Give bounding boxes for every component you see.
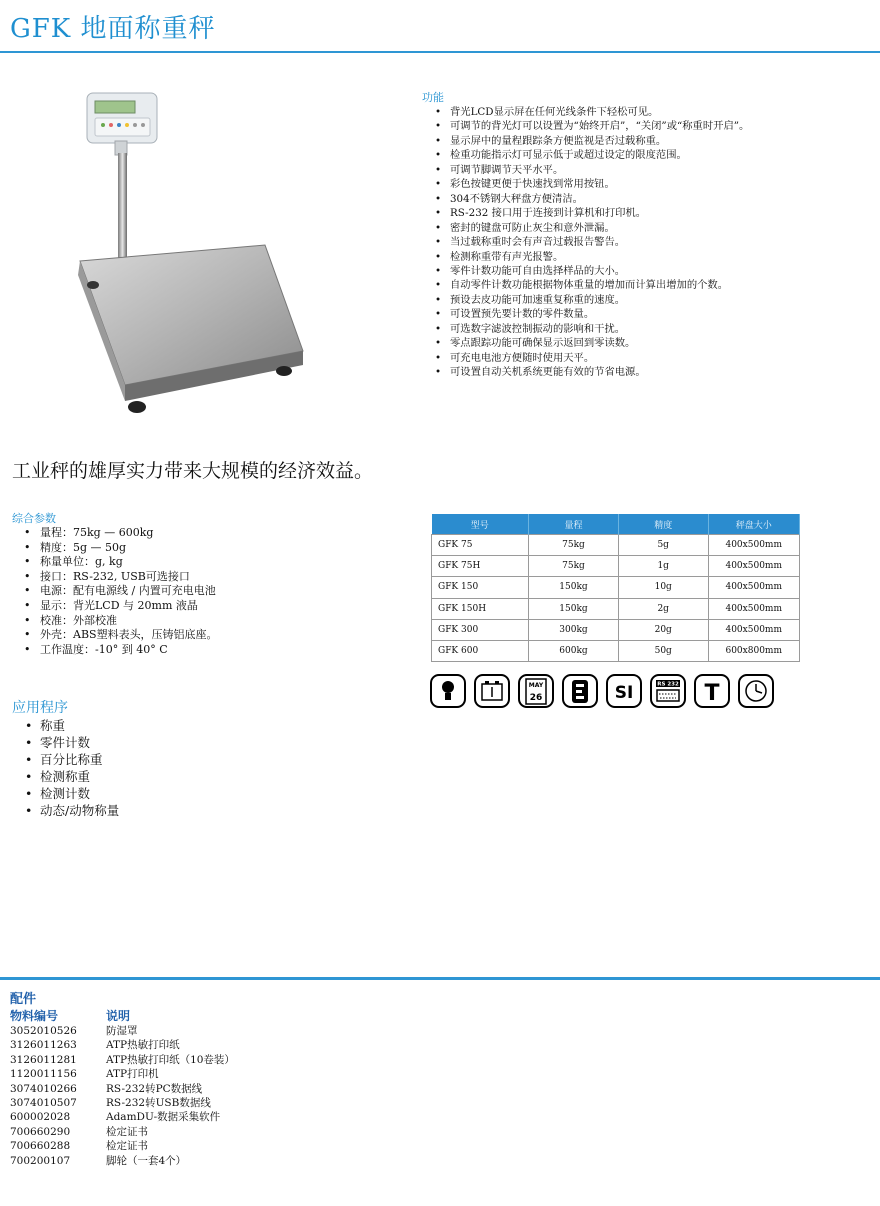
part-number: 3074010507 — [10, 1097, 77, 1110]
table-row — [432, 619, 800, 640]
table-row — [10, 1096, 410, 1110]
part-number: 3126011281 — [10, 1053, 77, 1066]
table-cell: 150kg — [529, 577, 619, 598]
list-item: • RS-232 接口用于连接到计算机和打印机。 — [422, 206, 872, 220]
part-number: 3074010266 — [10, 1082, 77, 1095]
features-section — [422, 91, 872, 380]
calendar-month-text: MAY — [528, 682, 544, 689]
table-row — [432, 535, 800, 556]
list-item: • 零件计数功能可自由选择样品的大小。 — [422, 264, 872, 278]
table-cell: 75kg — [529, 535, 619, 556]
features-list — [422, 105, 872, 380]
list-item: • 可设置自动关机系统更能有效的节省电源。 — [422, 365, 872, 379]
part-number: 3052010526 — [10, 1025, 77, 1037]
part-description: 检定证书 — [106, 1125, 148, 1138]
part-description: ATP热敏打印纸 — [106, 1039, 180, 1052]
list-item: • 可选数字滤波控制振动的影响和干扰。 — [422, 322, 872, 336]
table-cell: 150kg — [529, 598, 619, 619]
table-cell: 600x800mm — [708, 640, 800, 661]
table-row — [10, 1024, 410, 1038]
table-cell: GFK 150 — [432, 577, 529, 598]
table-cell: 2g — [618, 598, 708, 619]
model-table — [431, 514, 800, 662]
list-item: • 检测称重 — [12, 768, 119, 785]
table-cell: 5g — [618, 535, 708, 556]
part-number: 700660290 — [10, 1125, 71, 1138]
list-item: • 当过载称重时会有声音过载报告警告。 — [422, 235, 872, 249]
page-title: GFK 地面称重秤 — [10, 14, 216, 44]
list-item: • 接口：RS-232, USB可选接口 — [12, 570, 412, 585]
slogan: 工业秤的雄厚实力带来大规模的经济效益。 — [12, 460, 374, 482]
list-item: • 检重功能指示灯可显示低于或超过设定的限度范围。 — [422, 148, 872, 162]
specs-section — [12, 512, 412, 657]
table-cell: 50g — [618, 640, 708, 661]
list-item: • 量程：75kg — 600kg — [12, 526, 412, 541]
si-icon — [606, 674, 642, 708]
table-cell: 400x500mm — [708, 598, 800, 619]
list-item: • 精度：5g — 50g — [12, 541, 412, 556]
table-cell: GFK 150H — [432, 598, 529, 619]
column-header: 精度 — [618, 514, 708, 535]
table-row — [10, 1139, 410, 1153]
list-item: • 预设去皮功能可加速重复称重的速度。 — [422, 293, 872, 307]
clock-icon — [738, 674, 774, 708]
table-row — [10, 1110, 410, 1124]
list-item: • 可调节脚调节天平水平。 — [422, 163, 872, 177]
features-heading: 功能 — [422, 91, 444, 104]
list-item: • 自动零件计数功能根据物体重量的增加而计算出增加的个数。 — [422, 278, 872, 292]
part-number: 600002028 — [10, 1111, 71, 1124]
list-item: • 彩色按键更便于快速找到常用按钮。 — [422, 177, 872, 191]
tare-icon — [694, 674, 730, 708]
table-cell: GFK 300 — [432, 619, 529, 640]
accessories-section — [10, 992, 410, 1168]
table-cell: 75kg — [529, 556, 619, 577]
part-number: 700200107 — [10, 1154, 71, 1167]
header-divider — [0, 51, 880, 53]
part-description: RS-232转PC数据线 — [106, 1082, 203, 1095]
table-cell: 300kg — [529, 619, 619, 640]
table-cell: 400x500mm — [708, 619, 800, 640]
list-item: • 百分比称重 — [12, 751, 119, 768]
part-description: ATP打印机 — [106, 1068, 159, 1081]
svg-text:SI: SI — [614, 683, 634, 703]
column-header: 型号 — [432, 514, 529, 535]
applications-list — [12, 717, 119, 819]
feature-icons — [430, 674, 782, 708]
table-cell: GFK 75 — [432, 535, 529, 556]
part-description: 检定证书 — [106, 1140, 148, 1153]
table-cell: GFK 75H — [432, 556, 529, 577]
column-header: 秤盘大小 — [708, 514, 800, 535]
list-item: • 校准：外部校准 — [12, 614, 412, 629]
part-description: 脚轮（一套4个） — [106, 1154, 187, 1167]
specs-list — [12, 526, 412, 657]
table-row — [10, 1082, 410, 1096]
svg-text:T: T — [704, 681, 720, 706]
table-row — [10, 1038, 410, 1052]
column-header: 量程 — [529, 514, 619, 535]
list-item: • 电源：配有电源线 / 内置可充电电池 — [12, 584, 412, 599]
list-item: • 检测计数 — [12, 785, 119, 802]
part-number: 700660288 — [10, 1140, 71, 1153]
table-row — [432, 598, 800, 619]
calendar-icon — [518, 674, 554, 708]
column-header: 说明 — [106, 1009, 131, 1023]
table-cell: GFK 600 — [432, 640, 529, 661]
table-row — [432, 556, 800, 577]
specs-heading: 综合参数 — [12, 512, 56, 525]
table-cell: 10g — [618, 577, 708, 598]
list-item: • 背光LCD显示屏在任何光线条件下轻松可见。 — [422, 105, 872, 119]
list-item: • 外壳：ABS塑料表头，压铸铝底座。 — [12, 628, 412, 643]
accessories-divider — [0, 977, 880, 980]
accessories-header-row — [10, 1008, 410, 1024]
list-item: • 零件计数 — [12, 734, 119, 751]
part-number: 1120011156 — [10, 1068, 77, 1081]
list-item: • 称量单位：g, kg — [12, 555, 412, 570]
accessories-title: 配件 — [10, 992, 37, 1007]
table-row — [10, 1154, 410, 1168]
part-description: ATP热敏打印纸（10卷装） — [106, 1053, 235, 1066]
list-item: • 工作温度：-10° 到 40° C — [12, 643, 412, 658]
applications-heading: 应用程序 — [12, 700, 68, 716]
part-description: RS-232转USB数据线 — [106, 1097, 211, 1110]
list-item: • 零点跟踪功能可确保显示返回到零读数。 — [422, 336, 872, 350]
list-item: • 密封的键盘可防止灰尘和意外泄漏。 — [422, 221, 872, 235]
table-row — [10, 1053, 410, 1067]
list-item: • 304不锈钢大秤盘方便清洁。 — [422, 192, 872, 206]
part-description: 防湿罩 — [106, 1025, 138, 1037]
part-number: 3126011263 — [10, 1039, 77, 1052]
table-cell: 400x500mm — [708, 535, 800, 556]
rs232-label: RS 232 — [657, 681, 679, 688]
e-icon — [562, 674, 598, 708]
rs232-icon — [650, 674, 686, 708]
table-row — [432, 577, 800, 598]
list-item: • 检测称重带有声光报警。 — [422, 250, 872, 264]
column-header: 物料编号 — [10, 1009, 59, 1023]
list-item: • 可设置预先要计数的零件数量。 — [422, 307, 872, 321]
table-cell: 400x500mm — [708, 577, 800, 598]
table-cell: 600kg — [529, 640, 619, 661]
backlight-icon — [430, 674, 466, 708]
applications-section — [12, 700, 119, 819]
list-item: • 可调节的背光灯可以设置为“始终开启”，“关闭”或“称重时开启”。 — [422, 119, 872, 133]
table-row — [10, 1067, 410, 1081]
floor-scale-image — [55, 85, 315, 425]
table-header-row — [432, 514, 800, 535]
table-cell: 1g — [618, 556, 708, 577]
table-cell: 400x500mm — [708, 556, 800, 577]
list-item: • 称重 — [12, 717, 119, 734]
calendar-day-text: 26 — [529, 693, 543, 703]
list-item: • 可充电电池方便随时使用天平。 — [422, 351, 872, 365]
part-description: AdamDU-数据采集软件 — [106, 1111, 221, 1124]
battery-icon — [474, 674, 510, 708]
list-item: • 动态/动物称量 — [12, 802, 119, 819]
table-row — [432, 640, 800, 661]
list-item: • 显示：背光LCD 与 20mm 液晶 — [12, 599, 412, 614]
table-row — [10, 1125, 410, 1139]
list-item: • 显示屏中的量程跟踪条方便监视是否过载称重。 — [422, 134, 872, 148]
table-cell: 20g — [618, 619, 708, 640]
